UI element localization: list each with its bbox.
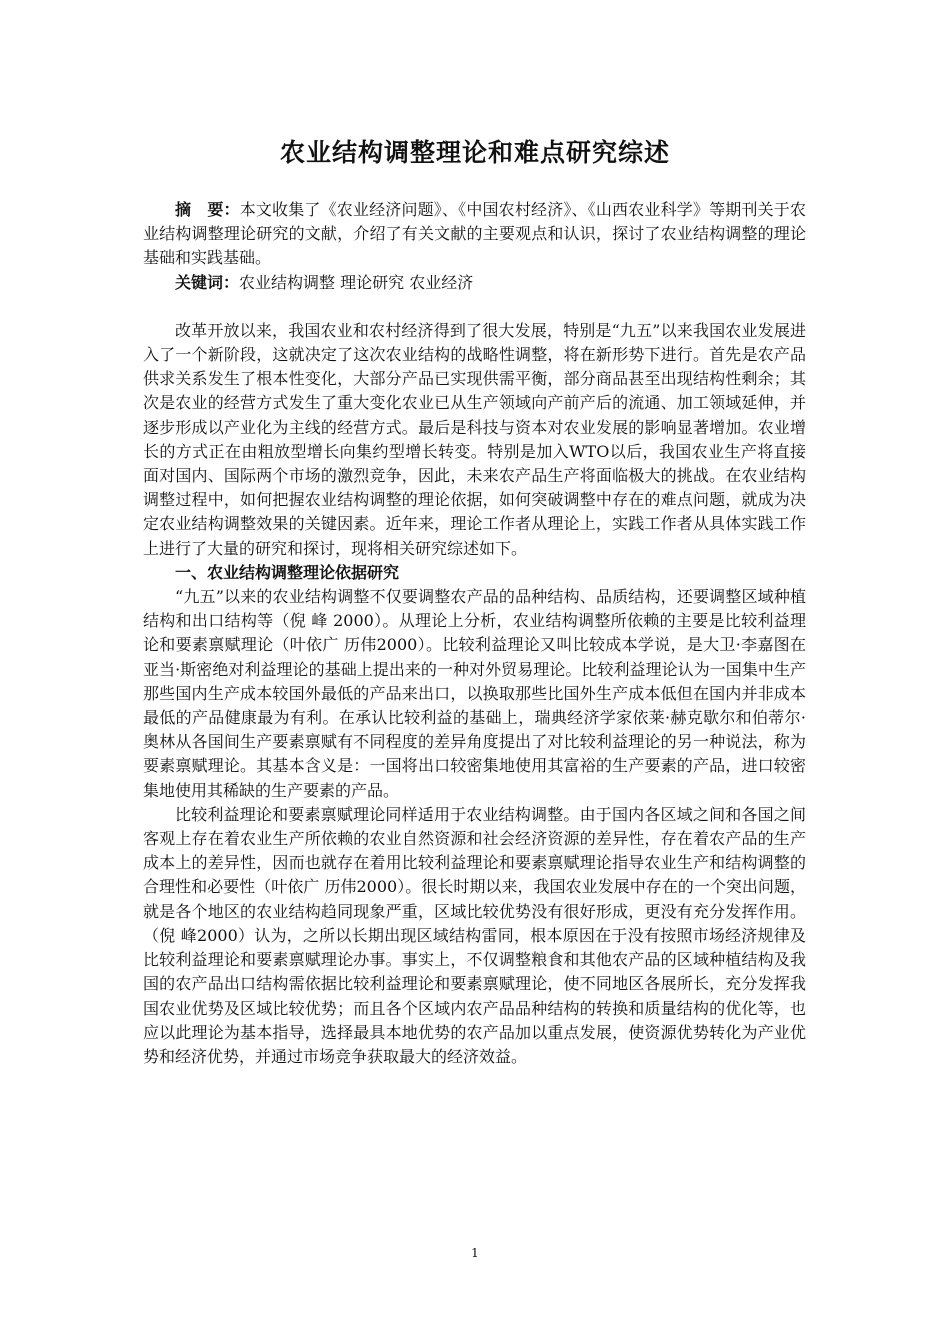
section-heading: 一、农业结构调整理论依据研究 xyxy=(175,562,400,582)
intro-paragraph: 改革开放以来，我国农业和农村经济得到了很大发展，特别是“九五”以来我国农业发展进入了一个新阶段，这就决定了这次农业结构的战略性调整，将在新形势下进行。首先是农产品供求关系发生了根本性变化，大部分产品已实现供需平衡，部分商品甚至出现结构性剩余；其次是农业的经营方式发生了重大变化农业已从生产领域向产前产后的流通、加工领域延伸，并逐步形成以产业化为主线的经营方式。最后是科技与资本对农业发展的影响显著增加。农业增长的方式正在由粗放型增长向集约型增长转变。特别是加入WTO以后，我国农业生产将直接面对国内、国际两个市场的激烈竞争，因此，未来农产品生产将面临极大的挑战。在农业结构调整过程中，如何把握农业结构调整的理论依据，如何突破调整中存在的难点问题，就成为决定农业结构调整效果的关键因素。近年来，理论工作者从理论上，实践工作者从具体实践工作上进行了大量的研究和探讨，现将相关研究综述如下。 xyxy=(143,320,806,558)
document-body xyxy=(143,198,806,1069)
abstract-text: 本文收集了《农业经济问题》、《中国农村经济》、《山西农业科学》等期刊关于农业结构调整理论研究的文献，介绍了有关文献的主要观点和认识，探讨了农业结构调整的理论基础和实践基础。 xyxy=(143,200,806,268)
section1-paragraph-2: 比较利益理论和要素禀赋理论同样适用于农业结构调整。由于国内各区域之间和各国之间客观上存在着农业生产所依赖的农业自然资源和社会经济资源的差异性，存在着农产品的生产成本上的差异性，因而也就存在着用比较利益理论和要素禀赋理论指导农业生产和结构调整的合理性和必要性（叶依广 历伟2000）。很长时期以来，我国农业发展中存在的一个突出问题，就是各个地区的农业结构趋同现象严重，区域比较优势没有很好形成，更没有充分发挥作用。（倪 峰2000）认为，之所以长期出现区域结构雷同，根本原因在于没有按照市场经济规律及比较利益理论和要素禀赋理论办事。事实上，不仅调整粮食和其他农产品的区域种植结构及我国的农产品出口结构需依据比较利益理论和要素禀赋理论，使不同地区各展所长，充分发挥我国农业优势及区域比较优势；而且各个区域内农产品品种结构的转换和质量结构的优化等，也应以此理论为基本指导，选择最具本地优势的农产品加以重点发展，使资源优势转化为产业优势和经济优势，并通过市场竞争获取最大的经济效益。 xyxy=(143,804,806,1066)
section1-paragraph-1: “九五”以来的农业结构调整不仅要调整农产品的品种结构、品质结构，还要调整区域种植结构和出口结构等（倪 峰 2000）。从理论上分析，农业结构调整所依赖的主要是比较利益理论和要素禀赋理论（叶依广 历伟2000）。比较利益理论又叫比较成本学说，是大卫·李嘉图在亚当·斯密绝对利益理论的基础上提出来的一种对外贸易理论。比较利益理论认为一国集中生产那些国内生产成本较国外最低的产品来出口，以换取那些比国外生产成本低但在国内并非成本最低的产品健康最为有利。在承认比较利益的基础上，瑞典经济学家依莱·赫克歇尔和伯蒂尔·奥林从各国间生产要素禀赋有不同程度的差异角度提出了对比较利益理论的另一种说法，称为要素禀赋理论。其基本含义是：一国将出口较密集地使用其富裕的生产要素的产品，进口较密集地使用其稀缺的生产要素的产品。 xyxy=(143,587,806,800)
abstract-paragraph xyxy=(143,198,806,271)
keywords-label: 关键词： xyxy=(175,272,240,292)
keywords-paragraph xyxy=(143,271,806,295)
abstract-label: 摘 要： xyxy=(175,200,240,219)
page-number: 1 xyxy=(471,1246,479,1260)
document-title: 农业结构调整理论和难点研究综述 xyxy=(279,138,670,167)
blank-line xyxy=(143,295,806,319)
keywords-text: 农业结构调整 理论研究 农业经济 xyxy=(239,272,474,292)
